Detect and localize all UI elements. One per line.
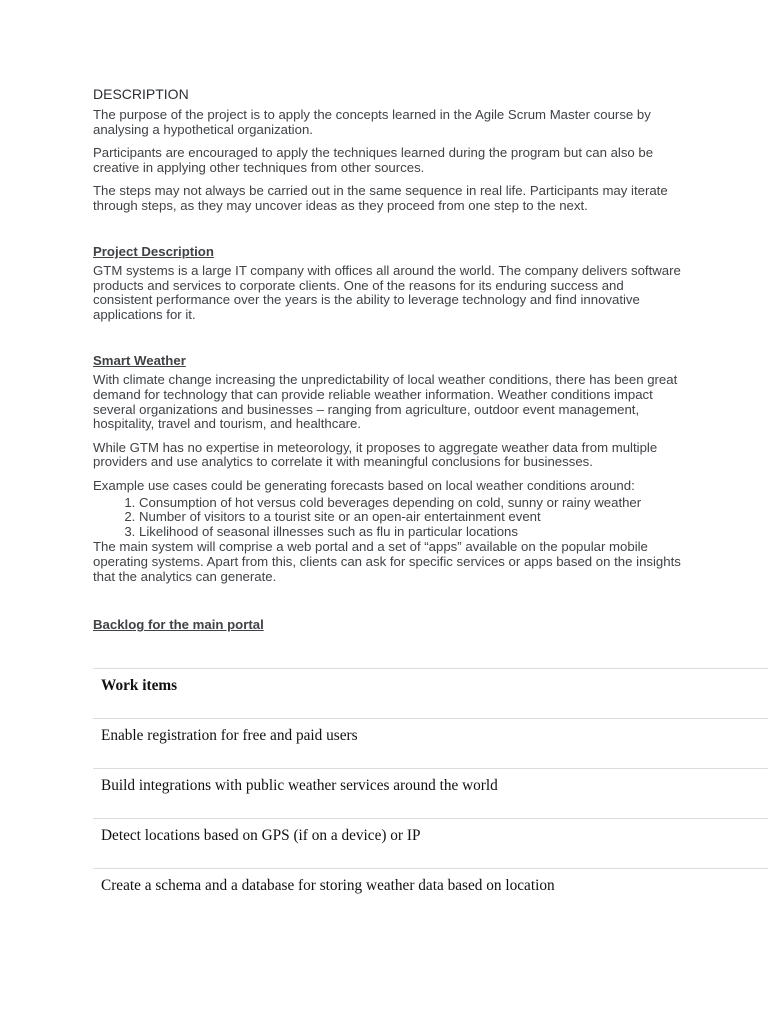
list-item: 1. Consumption of hot versus cold beverages depending on cold, sunny or rainy weather [139,496,768,511]
smart-weather-paragraph: While GTM has no expertise in meteorology, it proposes to aggregate weather data from multiple providers and use analytics to correlate it with meaningful conclusions for businesses. [93,439,658,470]
list-item: 2. Number of visitors to a tourist site or an open-air entertainment event [139,510,768,525]
smart-weather-closing: The main system will comprise a web portal and a set of “apps” available on the popular mobile operating systems. Apart from this, clients can ask for specific services or apps based on the insights that the analytics can generate. [93,538,681,584]
description-paragraph: Participants are encouraged to apply the techniques learned during the program but can also be creative in applying other techniques from other sources. [93,145,654,175]
backlog-title: Backlog for the main portal [93,617,264,633]
table-row: Build integrations with public weather services around the world [93,769,768,819]
smart-weather-paragraph: Example use cases could be generating forecasts based on local weather conditions around: [93,477,635,493]
list-item: 3. Likelihood of seasonal illnesses such as flu in particular locations [139,525,768,540]
description-heading: DESCRIPTION [93,86,189,102]
table-header: Work items [93,669,768,719]
description-paragraph: The steps may not always be carried out in the same sequence in real life. Participants may iterate through steps, as they may uncover ideas as they proceed from one step to the next. [93,183,668,213]
smart-weather-paragraph: With climate change increasing the unpredictability of local weather conditions, there has been great demand for technology that can provide reliable weather information. Weather conditions impact several organizations and businesses – ranging from agriculture, outdoor event management, hospitality, travel and tourism, and healthcare. [93,371,678,432]
project-description-paragraph: GTM systems is a large IT company with offices all around the world. The company delivers software products and services to corporate clients. One of the reasons for its enduring success and consistent performance over the years is the ability to leverage technology and find innovative applications for it. [93,262,681,323]
use-case-list [93,496,768,540]
table-row: Enable registration for free and paid users [93,719,768,769]
description-paragraph: The purpose of the project is to apply the concepts learned in the Agile Scrum Master course by analysing a hypothetical organization. [93,107,651,137]
document-body [93,86,768,637]
table-row: Detect locations based on GPS (if on a device) or IP [93,819,768,869]
table-row: Create a schema and a database for storing weather data based on location [101,877,555,894]
project-description-title: Project Description [93,243,214,259]
backlog-table [93,668,768,919]
smart-weather-title: Smart Weather [93,352,186,368]
